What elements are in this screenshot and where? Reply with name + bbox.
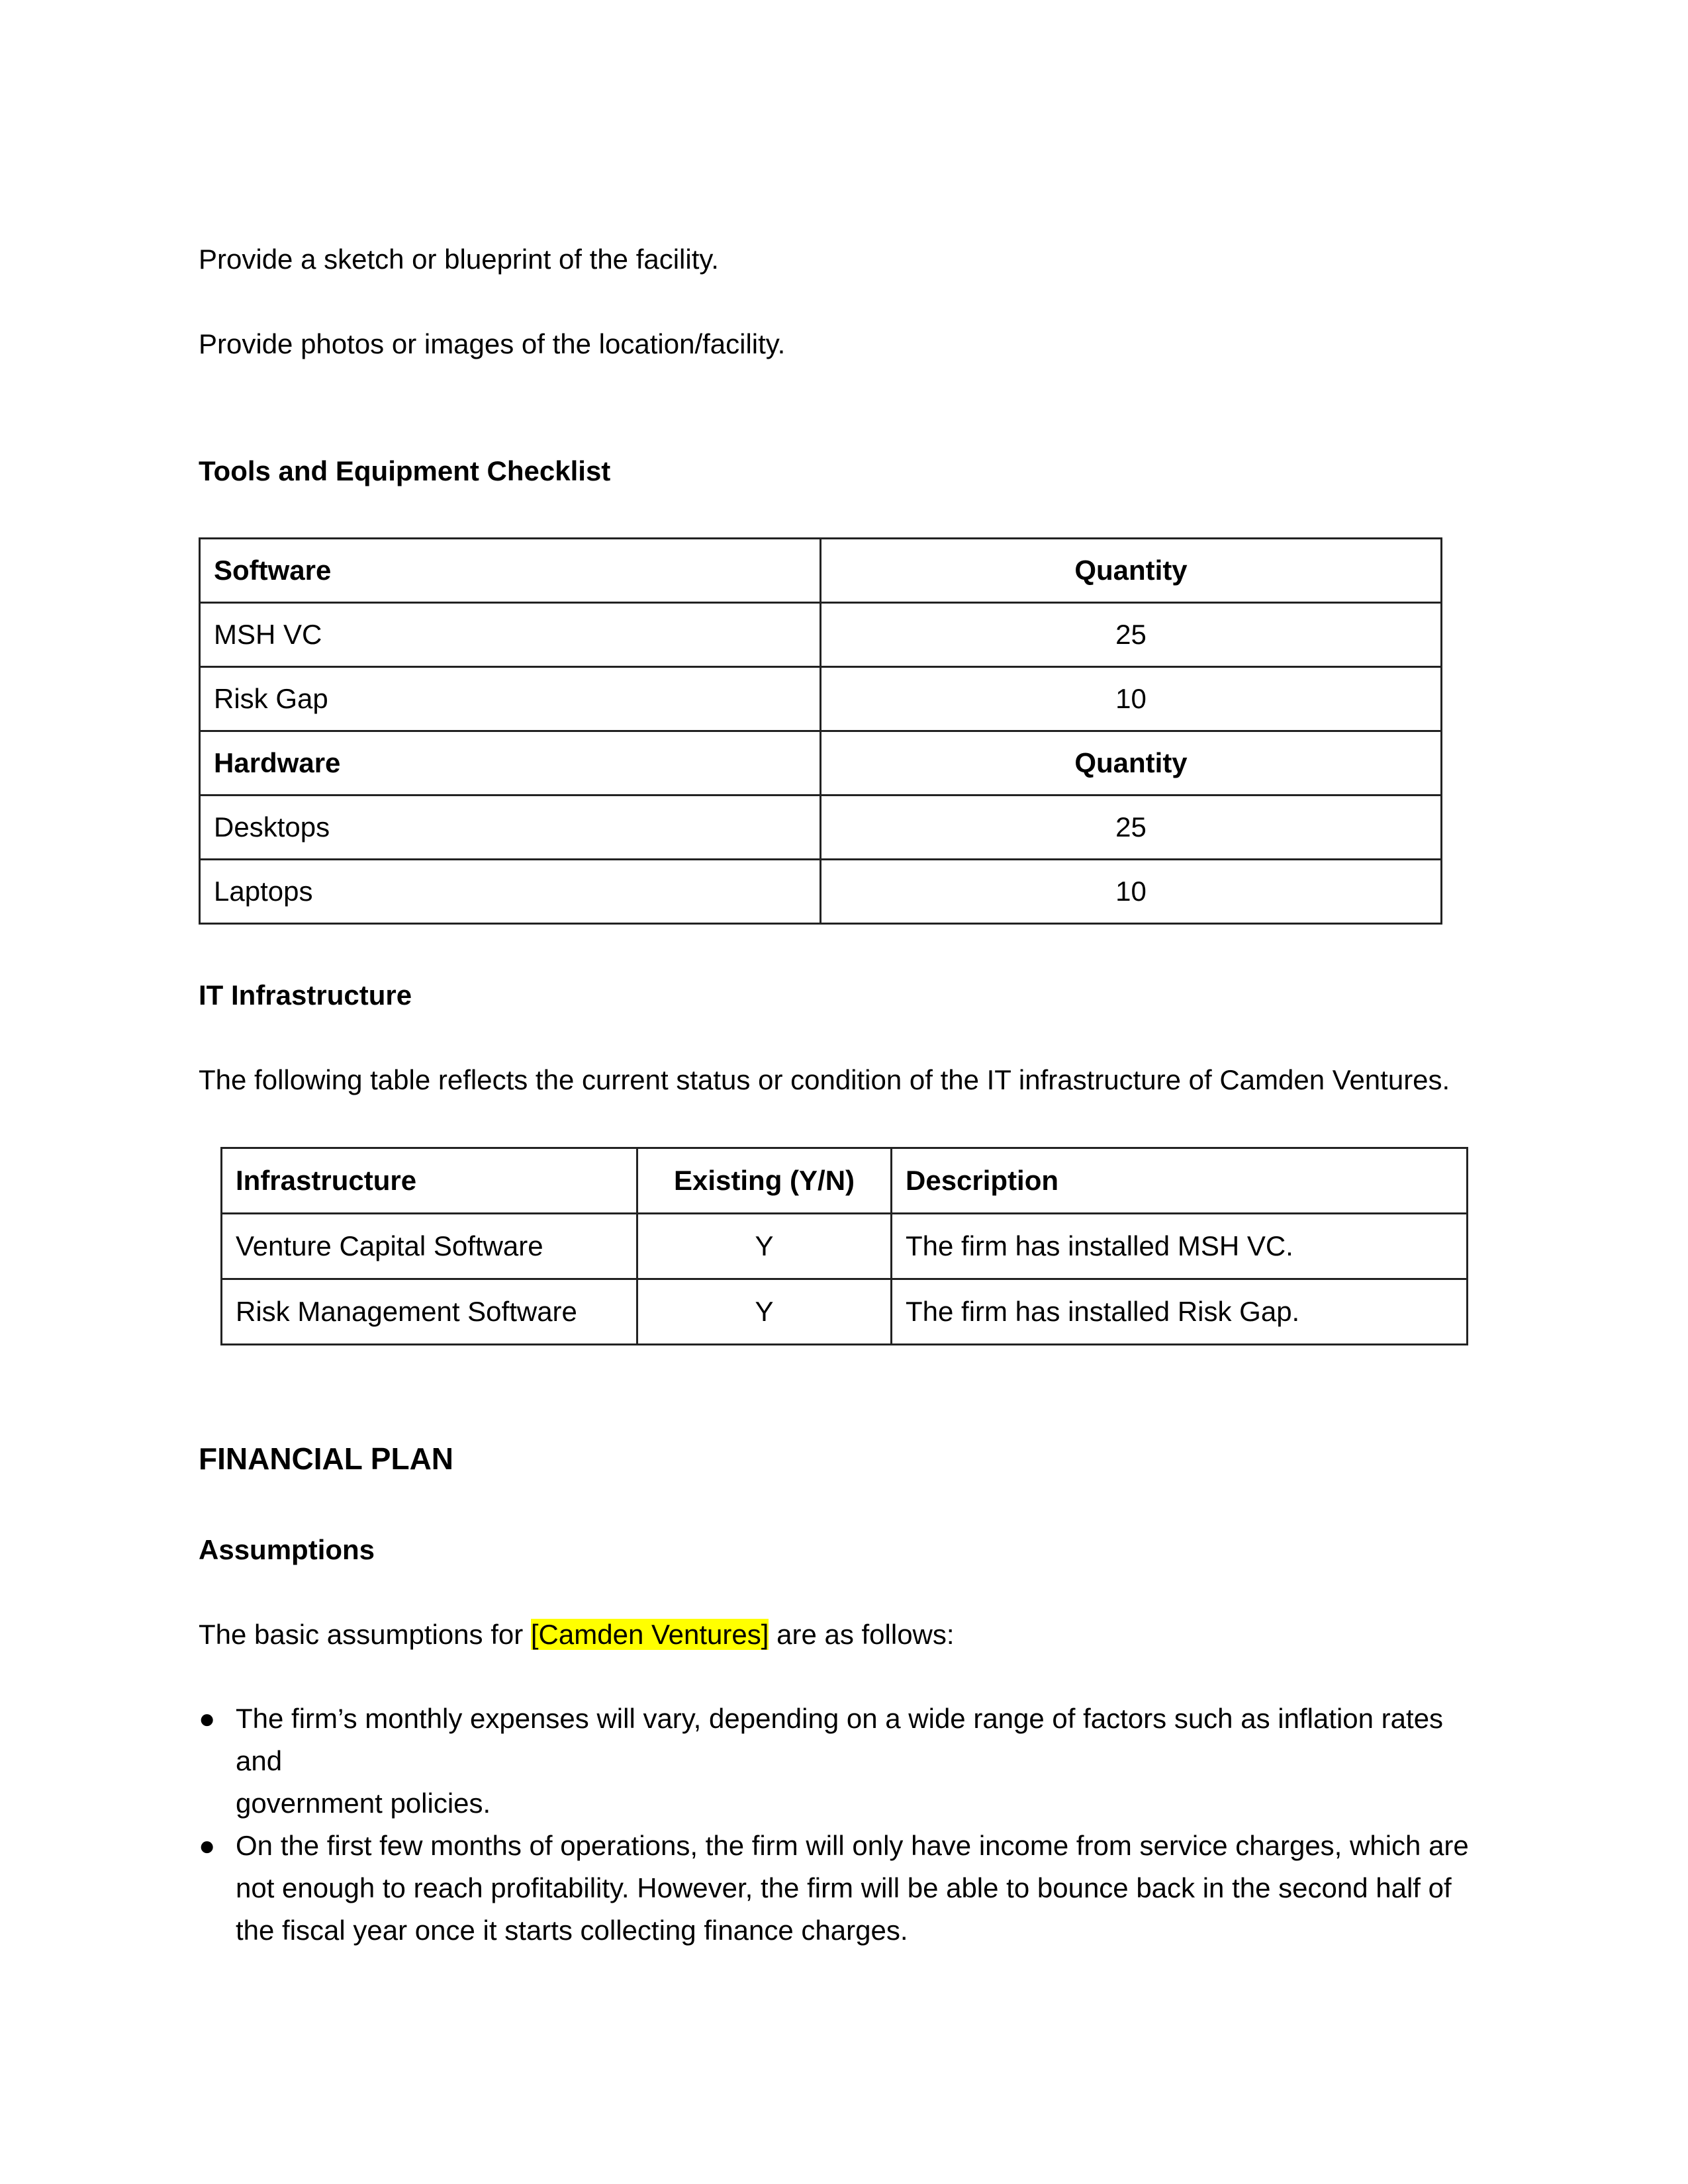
table-row bbox=[200, 731, 1442, 796]
tools-heading: Tools and Equipment Checklist bbox=[199, 455, 611, 486]
intro-text-after: are as follows: bbox=[769, 1619, 955, 1650]
existing-cell: Y bbox=[637, 1214, 892, 1279]
table-row bbox=[200, 796, 1442, 860]
it-heading: IT Infrastructure bbox=[199, 979, 412, 1011]
item-name-cell: Laptops bbox=[200, 860, 821, 924]
item-name-cell: Risk Gap bbox=[200, 667, 821, 731]
intro-text-before: The basic assumptions for bbox=[199, 1619, 531, 1650]
table-row bbox=[200, 667, 1442, 731]
highlighted-company-name: [Camden Ventures] bbox=[530, 1619, 769, 1650]
assumptions-intro bbox=[199, 1615, 955, 1655]
bullet-line: The firm’s monthly expenses will vary, depending on a wide range of factors such as inflation rates and bbox=[236, 1703, 1444, 1776]
table-row bbox=[200, 539, 1442, 603]
hardware-header-cell: Hardware bbox=[200, 731, 821, 796]
item-quantity-cell: 10 bbox=[821, 667, 1442, 731]
quantity-header-cell: Quantity bbox=[821, 539, 1442, 603]
table-row bbox=[200, 603, 1442, 667]
bullet-icon: ● bbox=[199, 1703, 216, 1734]
software-header-cell: Software bbox=[200, 539, 821, 603]
bullet-line: On the first few months of operations, the firm will only have income from service charges, which are bbox=[236, 1830, 1469, 1861]
infrastructure-cell: Risk Management Software bbox=[222, 1279, 637, 1345]
bullet-line: not enough to reach profitability. However, the firm will be able to bounce back in the second half of bbox=[236, 1872, 1452, 1903]
item-quantity-cell: 25 bbox=[821, 603, 1442, 667]
table-row bbox=[222, 1214, 1468, 1279]
tools-equipment-table bbox=[199, 537, 1442, 925]
column-header: Infrastructure bbox=[222, 1148, 637, 1214]
bullet-line: the fiscal year once it starts collecting finance charges. bbox=[236, 1915, 908, 1946]
quantity-header-cell: Quantity bbox=[821, 731, 1442, 796]
description-cell: The firm has installed Risk Gap. bbox=[892, 1279, 1468, 1345]
assumptions-list bbox=[199, 1698, 1496, 1952]
item-name-cell: MSH VC bbox=[200, 603, 821, 667]
instruction-sketch: Provide a sketch or blueprint of the facility. bbox=[199, 244, 719, 275]
financial-plan-heading: FINANCIAL PLAN bbox=[199, 1441, 454, 1476]
list-item bbox=[199, 1825, 1496, 1952]
description-cell: The firm has installed MSH VC. bbox=[892, 1214, 1468, 1279]
instruction-photos: Provide photos or images of the location/facility. bbox=[199, 328, 786, 359]
table-row bbox=[222, 1279, 1468, 1345]
item-quantity-cell: 10 bbox=[821, 860, 1442, 924]
it-infrastructure-table bbox=[220, 1147, 1468, 1345]
column-header: Existing (Y/N) bbox=[637, 1148, 892, 1214]
table-header-row bbox=[222, 1148, 1468, 1214]
assumptions-heading: Assumptions bbox=[199, 1534, 375, 1565]
existing-cell: Y bbox=[637, 1279, 892, 1345]
list-item bbox=[199, 1698, 1496, 1825]
bullet-icon: ● bbox=[199, 1830, 216, 1861]
table-row bbox=[200, 860, 1442, 924]
item-name-cell: Desktops bbox=[200, 796, 821, 860]
it-intro: The following table reflects the current status or condition of the IT infrastructure of Camden Ventures. bbox=[199, 1064, 1450, 1095]
bullet-line: government policies. bbox=[236, 1788, 491, 1819]
column-header: Description bbox=[892, 1148, 1468, 1214]
infrastructure-cell: Venture Capital Software bbox=[222, 1214, 637, 1279]
item-quantity-cell: 25 bbox=[821, 796, 1442, 860]
